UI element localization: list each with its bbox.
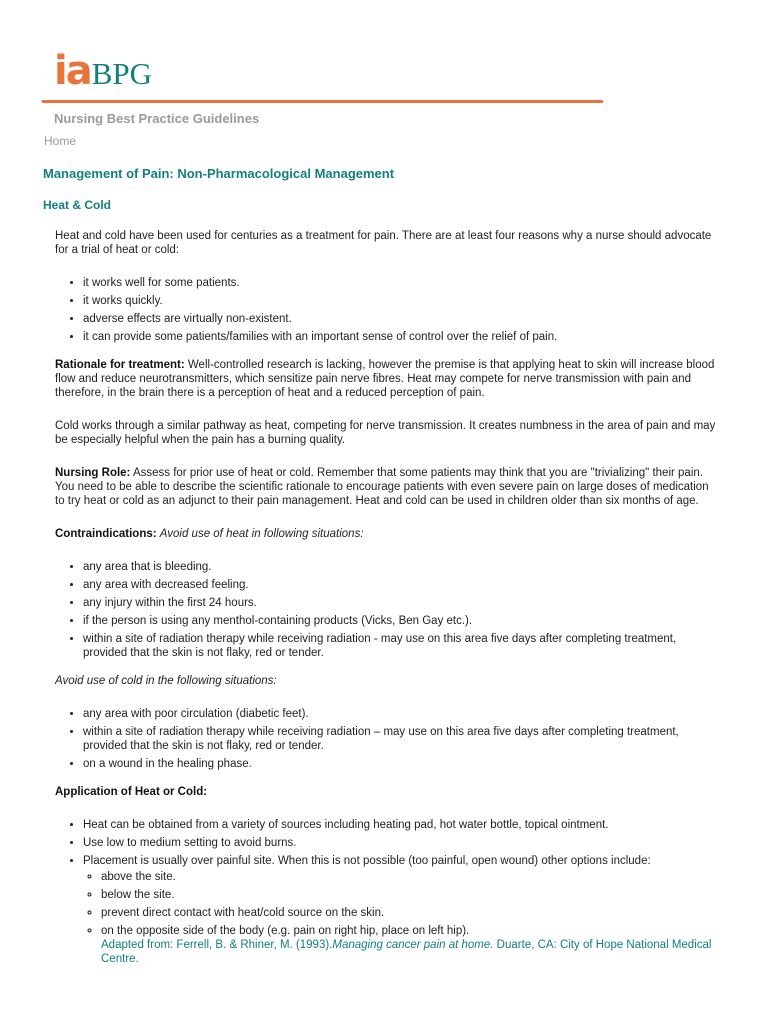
- intro-paragraph: Heat and cold have been used for centuries as a treatment for pain. There are at least four reasons why a nurse should advocate for a trial of heat or cold:: [55, 230, 712, 256]
- list-item: [101, 924, 720, 966]
- placement-options-list: [83, 870, 720, 966]
- logo-bpg-text: BPG: [91, 56, 153, 91]
- contraindications-label: Contraindications:: [55, 528, 157, 540]
- citation-prefix: Adapted from: Ferrell, B. & Rhiner, M. (1993).: [101, 939, 333, 951]
- rationale-label: Rationale for treatment:: [55, 359, 185, 371]
- list-item: • any area with decreased feeling.: [83, 578, 720, 592]
- article-body: [55, 229, 720, 980]
- nursing-role-label: Nursing Role:: [55, 467, 131, 479]
- iabpg-logo[interactable]: [54, 48, 153, 94]
- site-title: Nursing Best Practice Guidelines: [54, 111, 260, 126]
- placement-text: Placement is usually over painful site. When this is not possible (too painful, open wound) other options include:: [83, 855, 651, 867]
- placement-option-text: on the opposite side of the body (e.g. pain on right hip, place on left hip).: [101, 925, 470, 937]
- cold-contra-list: [55, 707, 720, 771]
- list-item: • any area with poor circulation (diabetic feet).: [83, 707, 720, 721]
- rationale-paragraph: [55, 358, 720, 400]
- application-heading: [55, 785, 720, 799]
- list-item: • if the person is using any menthol-containing products (Vicks, Ben Gay etc.).: [83, 614, 720, 628]
- cold-contra-intro: [55, 674, 720, 688]
- logo-ia-mark: ia: [54, 48, 91, 94]
- list-item: • within a site of radiation therapy while receiving radiation – may use on this area five days after completing treatment, provided that the skin is not flaky, red or tender.: [83, 725, 720, 753]
- heat-contra-list: [55, 560, 720, 660]
- list-item: • Heat can be obtained from a variety of sources including heating pad, hot water bottle, topical ointment.: [83, 818, 720, 832]
- reasons-list: [55, 276, 720, 344]
- application-label: Application of Heat or Cold:: [55, 786, 208, 798]
- cold-contra-intro-text: Avoid use of cold in the following situations:: [55, 675, 277, 687]
- nursing-role-text: Assess for prior use of heat or cold. Remember that some patients may think that you are "trivializing" their pain. You need to be able to describe the scientific rationale to encourage patients with even severe pain on large doses of medication to try heat or cold as an adjunct to their pain management. Heat and cold can be used in children older than six months of age.: [55, 467, 709, 507]
- list-item: • within a site of radiation therapy while receiving radiation - may use on this area five days after completing treatment, provided that the skin is not flaky, red or tender.: [83, 632, 720, 660]
- header-divider: [42, 100, 603, 103]
- rationale-text: Well-controlled research is lacking, however the premise is that applying heat to skin will increase blood flow and reduce neurotransmitters, which sensitize pain nerve fibres. Heat may compete for nerve transmission with pain and therefore, in the brain there is a perception of heat and a reduced perception of pain.: [55, 359, 715, 399]
- citation-suffix: Duarte, CA: City of Hope National Medical Centre.: [101, 939, 712, 965]
- cold-paragraph: Cold works through a similar pathway as heat, competing for nerve transmission. It creates numbness in the area of pain and may be especially helpful when the pain has a burning quality.: [55, 420, 716, 446]
- application-list: [55, 818, 720, 966]
- contraindications-heading: [55, 527, 720, 541]
- list-item: • any area that is bleeding.: [83, 560, 720, 574]
- breadcrumb-home-link[interactable]: Home: [44, 134, 77, 148]
- list-item: ◦ prevent direct contact with heat/cold source on the skin.: [101, 906, 720, 920]
- list-item: • any injury within the first 24 hours.: [83, 596, 720, 610]
- page-title: Management of Pain: Non-Pharmacological Management: [43, 166, 395, 181]
- list-item: • Use low to medium setting to avoid burns.: [83, 836, 720, 850]
- list-item: ◦ below the site.: [101, 888, 720, 902]
- list-item: ◦ above the site.: [101, 870, 720, 884]
- citation-title: Managing cancer pain at home.: [332, 939, 494, 951]
- adapted-citation: [101, 939, 711, 965]
- list-item: • it works quickly.: [83, 294, 720, 308]
- list-item: • it can provide some patients/families with an important sense of control over the relief of pain.: [83, 330, 720, 344]
- list-item: • adverse effects are virtually non-existent.: [83, 312, 720, 326]
- list-item: • it works well for some patients.: [83, 276, 720, 290]
- list-item: [83, 854, 720, 966]
- heat-contra-intro: Avoid use of heat in following situations:: [159, 528, 364, 540]
- nursing-role-paragraph: [55, 466, 720, 508]
- list-item: • on a wound in the healing phase.: [83, 757, 720, 771]
- section-title: Heat & Cold: [43, 198, 112, 212]
